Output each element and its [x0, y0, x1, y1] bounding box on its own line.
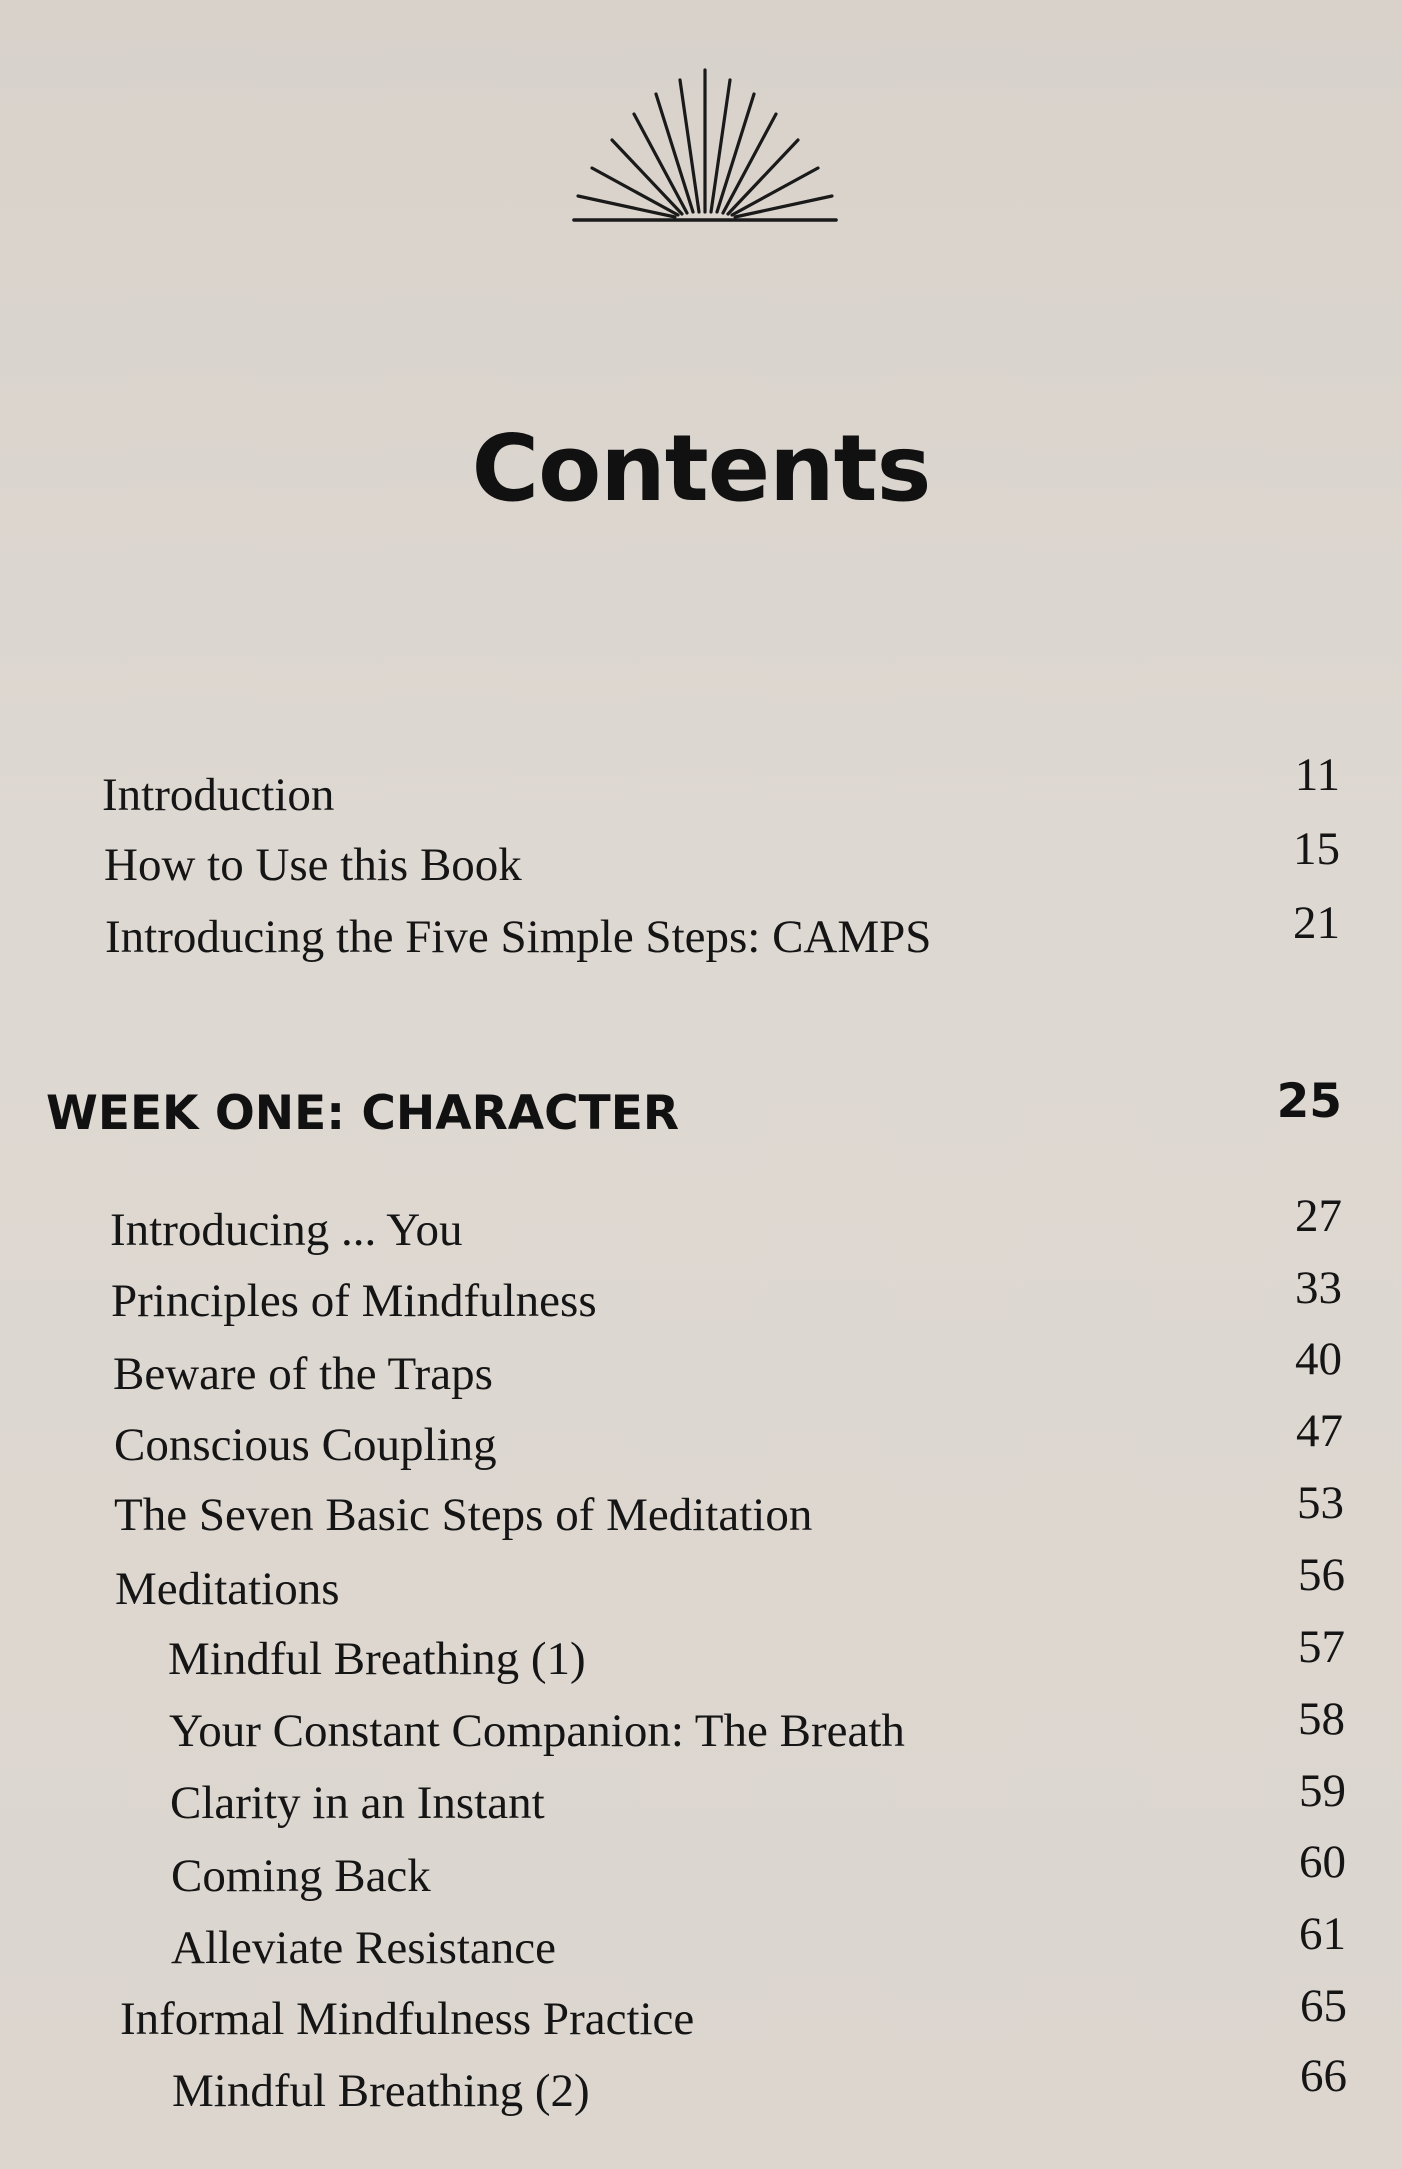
toc-entry-title: How to Use this Book [104, 839, 522, 891]
toc-entry-page: 27 [1295, 1190, 1342, 1242]
toc-subentry-title: Your Constant Companion: The Breath [169, 1705, 905, 1757]
toc-entry-page: 61 [1299, 1908, 1346, 1960]
toc-entry-page: 53 [1297, 1477, 1344, 1529]
toc-entry-title: Introduction [102, 769, 335, 821]
toc-subentry-title: Clarity in an Instant [170, 1777, 545, 1829]
toc-entry-page: 66 [1300, 2050, 1347, 2102]
toc-entry-page: 65 [1300, 1980, 1347, 2032]
toc-entry-page: 57 [1298, 1621, 1345, 1673]
toc-entry-page: 33 [1295, 1262, 1342, 1314]
toc-subentry-title: Mindful Breathing (2) [172, 2065, 590, 2117]
toc-entry-page: 58 [1298, 1693, 1345, 1745]
toc-entry-page: 56 [1298, 1549, 1345, 1601]
toc-entry-title: Introducing ... You [110, 1204, 463, 1256]
toc-entry-title: Informal Mindfulness Practice [120, 1993, 695, 2045]
toc-entry-page: 47 [1296, 1405, 1343, 1457]
toc-subentry-title: Mindful Breathing (1) [168, 1633, 586, 1685]
toc-entry-title: Beware of the Traps [113, 1348, 493, 1400]
sunburst-icon [570, 62, 840, 227]
page-title: Contents [471, 415, 931, 522]
toc-subentry-title: Alleviate Resistance [171, 1922, 556, 1974]
toc-entry-title: The Seven Basic Steps of Meditation [114, 1489, 813, 1541]
section-heading: WEEK ONE: CHARACTER [46, 1086, 680, 1141]
toc-entry-title: Introducing the Five Simple Steps: CAMPS [105, 911, 932, 963]
toc-entry-title: Conscious Coupling [114, 1419, 497, 1471]
toc-entry-page: 15 [1293, 823, 1340, 875]
toc-entry-page: 11 [1294, 749, 1340, 801]
toc-entry-title: Principles of Mindfulness [111, 1275, 597, 1327]
toc-entry-page: 40 [1295, 1333, 1342, 1385]
toc-entry-page: 21 [1293, 897, 1340, 949]
toc-subentry-title: Coming Back [171, 1850, 431, 1902]
section-page: 25 [1276, 1074, 1342, 1129]
toc-entry-title: Meditations [115, 1563, 340, 1615]
toc-entry-page: 60 [1299, 1836, 1346, 1888]
toc-entry-page: 59 [1299, 1765, 1346, 1817]
